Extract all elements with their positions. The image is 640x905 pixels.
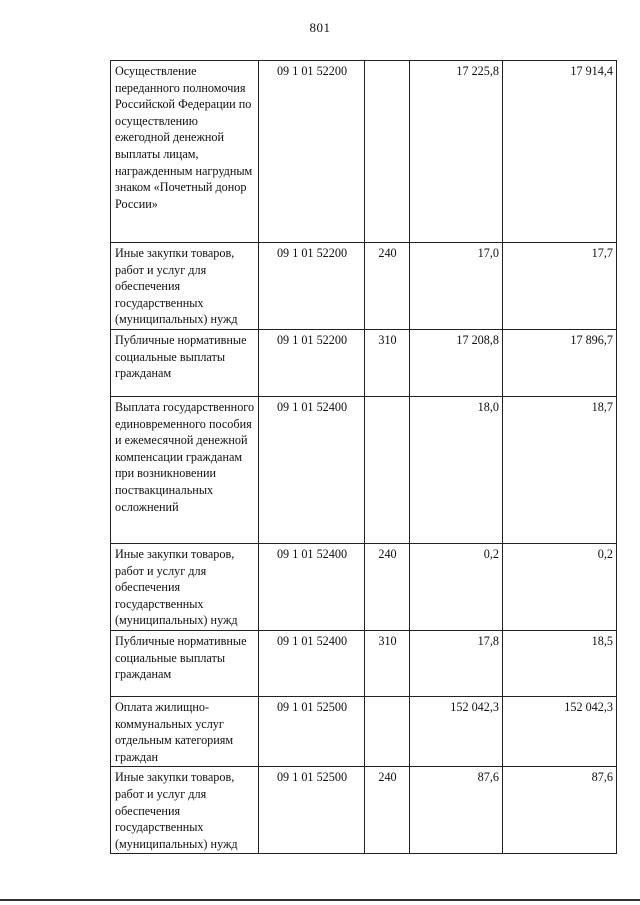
amount-year1-cell: 87,6 — [410, 767, 503, 854]
amount-year1-cell: 17 225,8 — [410, 61, 503, 243]
amount-year1-cell: 152 042,3 — [410, 696, 503, 766]
target-article-code-cell: 09 1 01 52400 — [259, 396, 365, 543]
expense-type-code-cell — [365, 696, 410, 766]
target-article-code-cell: 09 1 01 52200 — [259, 61, 365, 243]
expense-type-code-cell: 310 — [365, 329, 410, 396]
target-article-code-cell: 09 1 01 52500 — [259, 767, 365, 854]
table-row — [111, 767, 617, 854]
table-row — [111, 329, 617, 396]
target-article-code-cell: 09 1 01 52200 — [259, 329, 365, 396]
expense-type-code-cell: 240 — [365, 543, 410, 630]
expense-name-cell: Иные закупки товаров, работ и услуг для обеспечения государственных (муниципальных) нужд — [111, 543, 259, 630]
amount-year2-cell: 18,7 — [503, 396, 617, 543]
target-article-code-cell: 09 1 01 52400 — [259, 543, 365, 630]
amount-year1-cell: 17,8 — [410, 630, 503, 696]
amount-year2-cell: 0,2 — [503, 543, 617, 630]
expense-type-code-cell: 240 — [365, 243, 410, 330]
amount-year2-cell: 152 042,3 — [503, 696, 617, 766]
expense-name-cell: Иные закупки товаров, работ и услуг для обеспечения государственных (муниципальных) нужд — [111, 767, 259, 854]
expense-name-cell: Публичные нормативные социальные выплаты гражданам — [111, 329, 259, 396]
page-number: 801 — [309, 20, 331, 35]
expense-name-cell: Осуществление переданного полномочия Российской Федерации по осуществлению ежегодной денежной выплаты лицам, награжденным нагрудным знаком «Почетный донор России» — [111, 61, 259, 243]
target-article-code-cell: 09 1 01 52500 — [259, 696, 365, 766]
table-row — [111, 630, 617, 696]
expense-name-cell: Иные закупки товаров, работ и услуг для обеспечения государственных (муниципальных) нужд — [111, 243, 259, 330]
amount-year2-cell: 17,7 — [503, 243, 617, 330]
amount-year1-cell: 17 208,8 — [410, 329, 503, 396]
expense-name-cell: Публичные нормативные социальные выплаты гражданам — [111, 630, 259, 696]
amount-year2-cell: 87,6 — [503, 767, 617, 854]
amount-year1-cell: 0,2 — [410, 543, 503, 630]
table-row — [111, 61, 617, 243]
amount-year1-cell: 17,0 — [410, 243, 503, 330]
amount-year2-cell: 17 914,4 — [503, 61, 617, 243]
budget-table — [110, 60, 617, 854]
expense-type-code-cell: 310 — [365, 630, 410, 696]
table-row — [111, 396, 617, 543]
expense-type-code-cell — [365, 61, 410, 243]
expense-type-code-cell — [365, 396, 410, 543]
table-row — [111, 243, 617, 330]
table-row — [111, 543, 617, 630]
expense-type-code-cell: 240 — [365, 767, 410, 854]
table-row — [111, 696, 617, 766]
target-article-code-cell: 09 1 01 52400 — [259, 630, 365, 696]
target-article-code-cell: 09 1 01 52200 — [259, 243, 365, 330]
amount-year2-cell: 17 896,7 — [503, 329, 617, 396]
expense-name-cell: Оплата жилищно-коммунальных услуг отдельным категориям граждан — [111, 696, 259, 766]
expense-name-cell: Выплата государственного единовременного пособия и ежемесячной денежной компенсации гражданам при возникновении поствакцинальных осложнений — [111, 396, 259, 543]
amount-year1-cell: 18,0 — [410, 396, 503, 543]
amount-year2-cell: 18,5 — [503, 630, 617, 696]
page-bottom-edge-line — [0, 899, 640, 901]
